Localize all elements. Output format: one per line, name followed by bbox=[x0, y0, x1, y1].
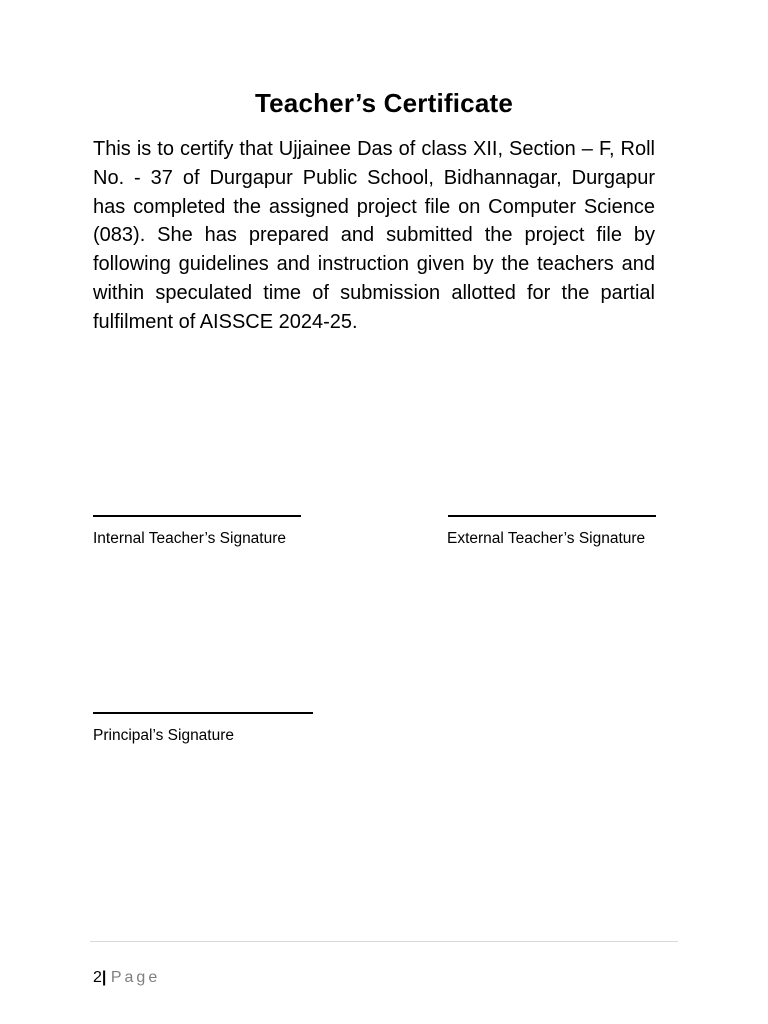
internal-signature-line bbox=[93, 515, 301, 517]
internal-signature-label: Internal Teacher’s Signature bbox=[93, 530, 287, 547]
footer-separator: | bbox=[101, 969, 107, 986]
external-signature-line bbox=[448, 515, 656, 517]
external-signature-label: External Teacher’s Signature bbox=[447, 530, 646, 547]
page-number: 2 bbox=[93, 969, 102, 986]
certificate-body: This is to certify that Ujjainee Das of class XII, Section – F, Roll No. - 37 of Durgapur Public School, Bidhannagar, Durgapur has completed the assigned project file on Computer Science (083). She has prepared and submitted the project file by following guidelines and instruction given by the teachers and within speculated time of submission allotted for the partial fulfilment of AISSCE 2024-25. bbox=[93, 138, 655, 333]
principal-signature-line bbox=[93, 712, 313, 714]
principal-signature-label: Principal’s Signature bbox=[93, 727, 235, 744]
certificate-title: Teacher’s Certificate bbox=[254, 88, 514, 118]
footer-divider bbox=[90, 941, 678, 942]
page-footer bbox=[93, 969, 160, 987]
page-word: Page bbox=[110, 969, 161, 986]
